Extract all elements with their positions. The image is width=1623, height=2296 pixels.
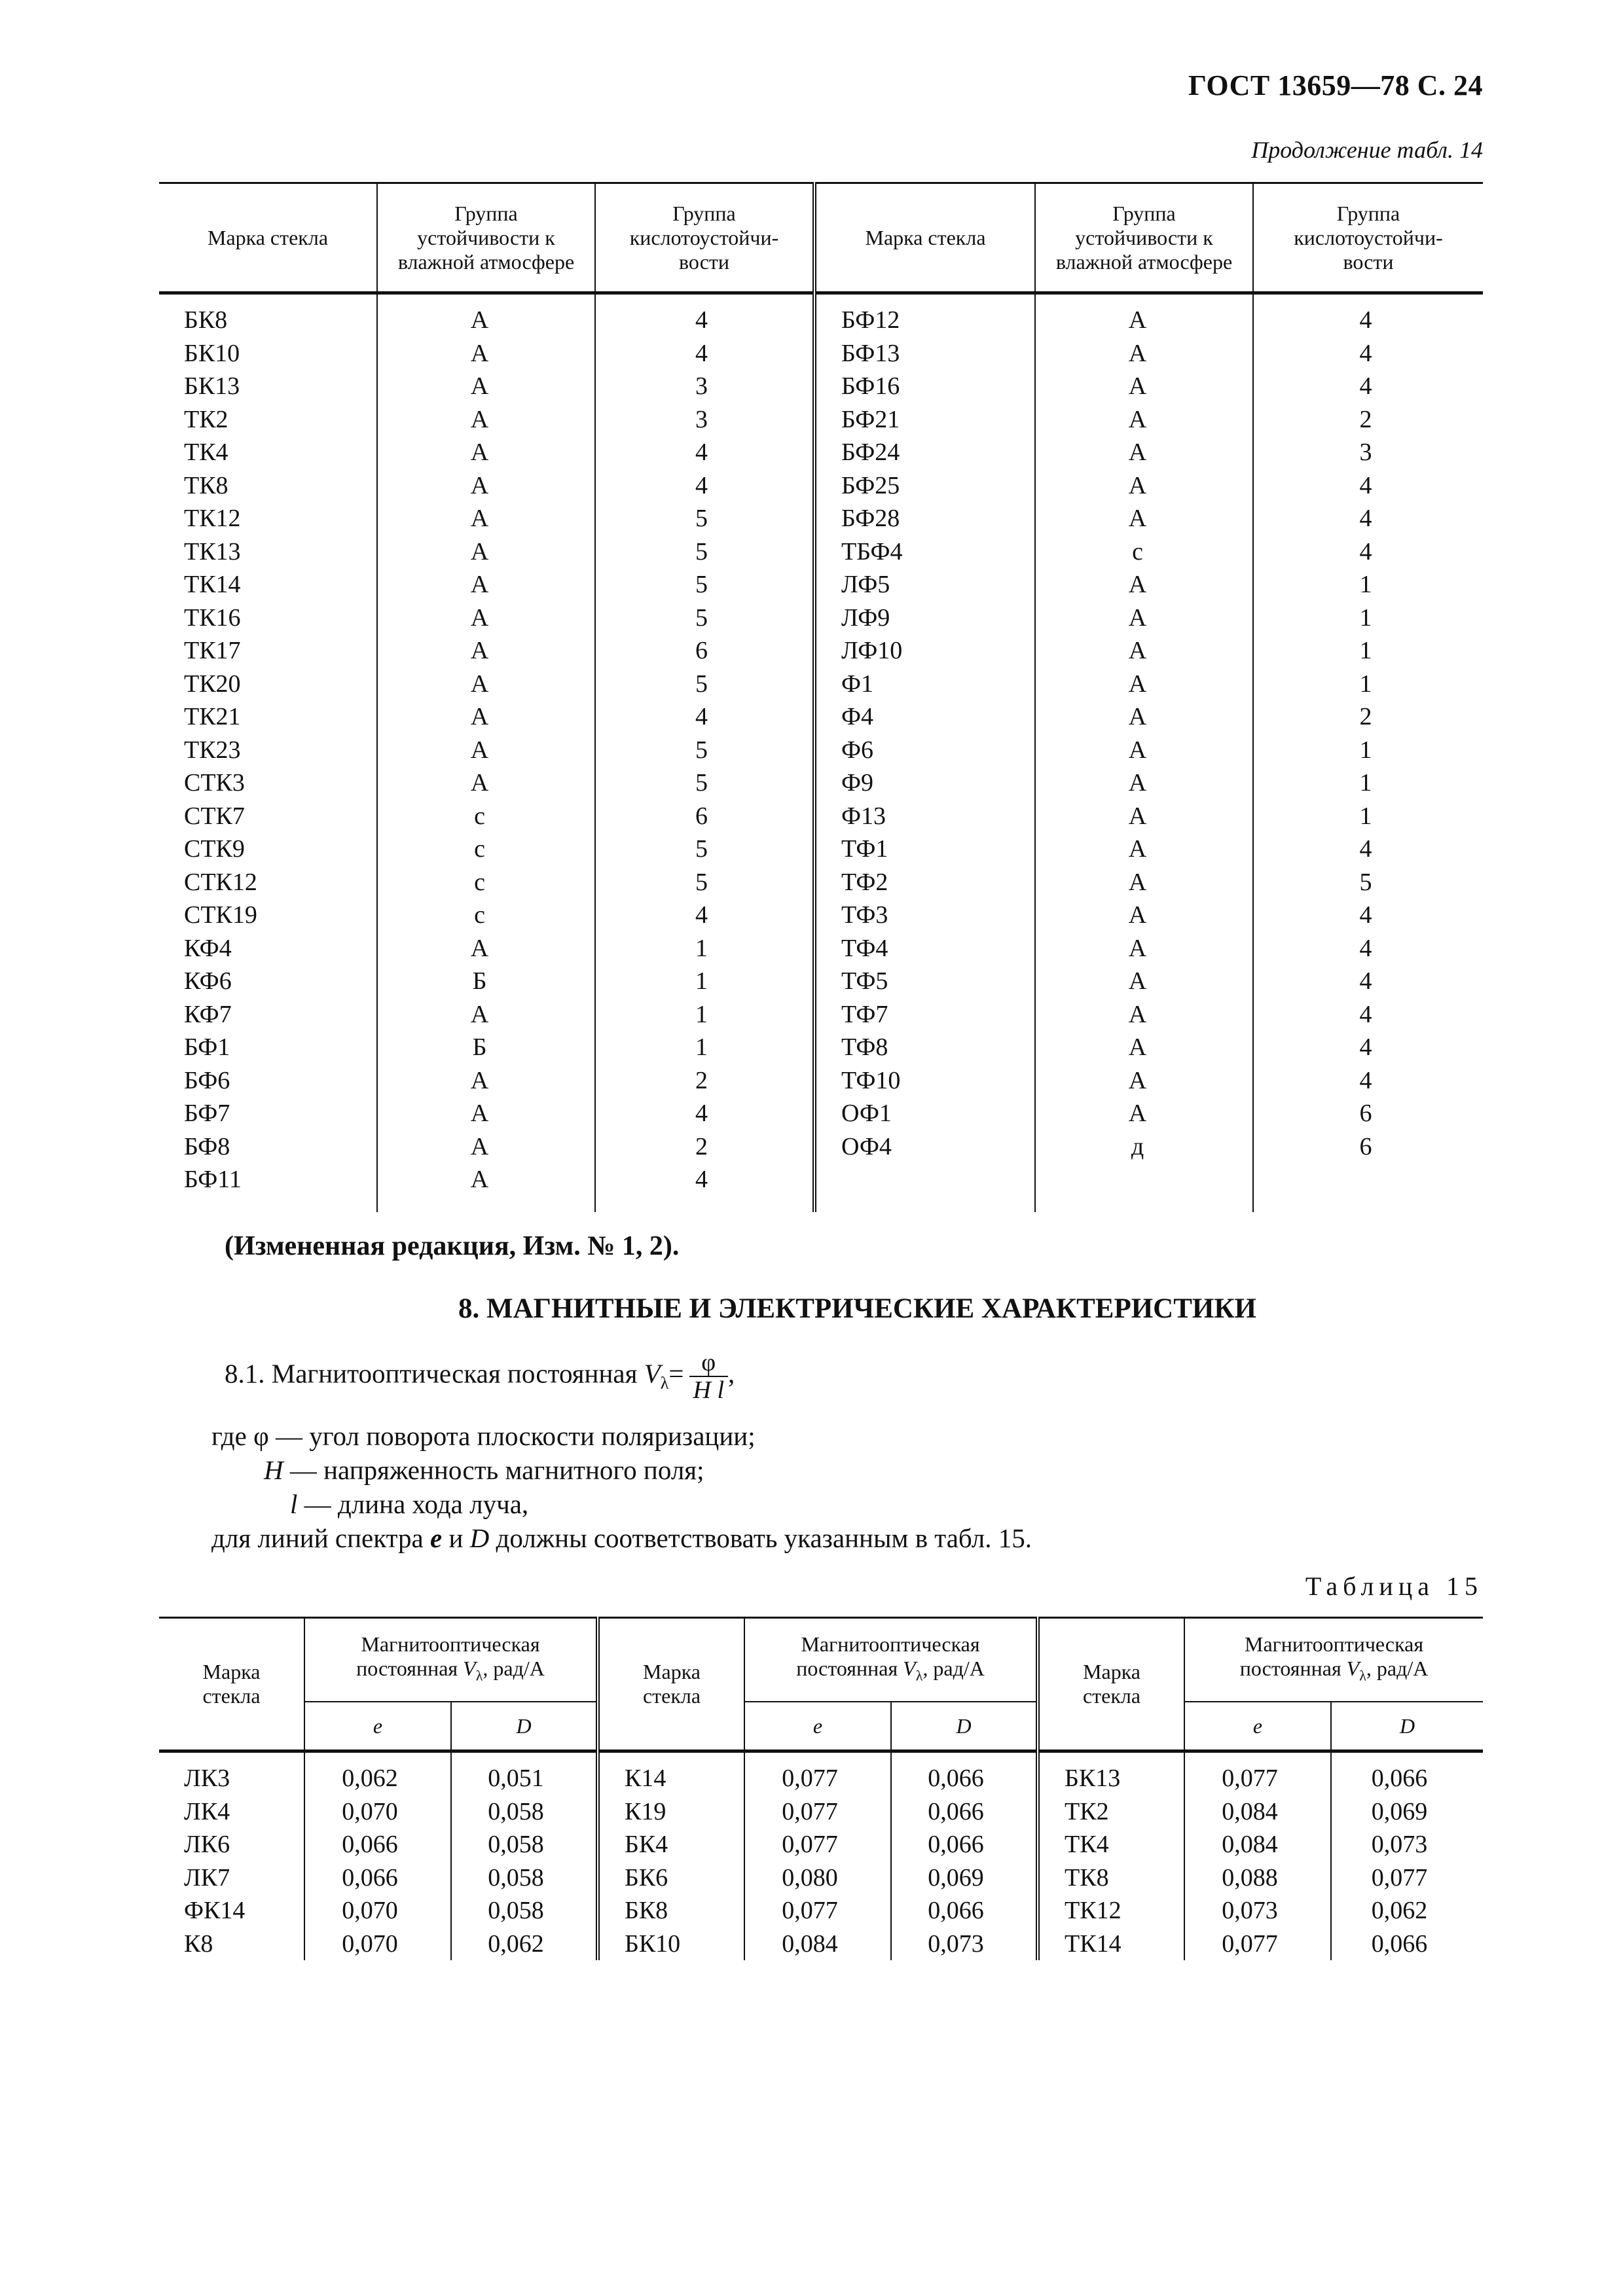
header-constant: Магнитооптическая постоянная $V_\lambda$, рад/А [744,1618,1038,1702]
humidity-group-cell: с [1035,535,1253,569]
acid-group-cell: 6 [1253,1097,1483,1130]
table-row [159,337,1483,370]
glass-mark-cell: БФ1 [184,1033,230,1062]
glass-mark-cell: БК13 [1038,1751,1184,1795]
header-acid: Группа кислотоустойчи- вости [595,183,814,293]
humidity-group-cell: А [377,370,595,403]
acid-group-cell: 1 [1253,568,1483,601]
humidity-group-cell: Б [377,965,595,998]
table-row [159,1828,1483,1861]
humidity-group-cell: д [1035,1130,1253,1164]
acid-group-cell: 4 [1253,932,1483,965]
glass-mark-cell: ЛК3 [184,1765,230,1793]
constant-e-cell: 0,077 [744,1828,891,1861]
table-row [159,932,1483,965]
acid-group-cell: 6 [1253,1130,1483,1164]
constant-d-cell: 0,066 [891,1795,1038,1829]
constant-d-cell: 0,077 [1331,1861,1483,1895]
humidity-group-cell: А [1035,1064,1253,1098]
constant-d-cell: 0,069 [1331,1795,1483,1829]
table-row [159,1795,1483,1829]
acid-group-cell: 4 [1253,833,1483,866]
constant-e-cell: 0,088 [1184,1861,1331,1895]
acid-group-cell: 4 [1253,998,1483,1031]
header-d: D [451,1702,598,1751]
humidity-group-cell: А [1035,766,1253,800]
humidity-group-cell: А [377,1163,595,1212]
humidity-group-cell: А [1035,1031,1253,1064]
glass-mark-cell: ТК20 [184,670,241,698]
table-row [159,370,1483,403]
humidity-group-cell: А [1035,833,1253,866]
glass-mark-cell: СТК7 [184,802,245,830]
acid-group-cell: 6 [595,800,814,833]
humidity-group-cell: А [1035,502,1253,535]
glass-mark-cell: БФ8 [184,1132,230,1160]
glass-mark-cell: ТК12 [1038,1894,1184,1928]
glass-mark-cell: СТК9 [184,835,245,863]
acid-group-cell: 4 [595,436,814,469]
glass-mark-cell: ТФ10 [814,1064,1035,1098]
glass-mark-cell: КФ4 [184,934,232,962]
acid-group-cell: 6 [595,634,814,668]
humidity-group-cell [1035,1163,1253,1212]
table-row [159,436,1483,469]
acid-group-cell: 5 [595,668,814,701]
glass-mark-cell: ТК16 [184,603,241,632]
glass-mark-cell: ТК23 [184,736,241,764]
table-14-body [159,293,1483,1212]
glass-mark-cell: ТФ8 [814,1031,1035,1064]
acid-group-cell: 5 [1253,866,1483,899]
table-15-label: Таблица 15 [1305,1571,1483,1601]
glass-mark-cell: Ф1 [814,668,1035,701]
constant-e-cell: 0,070 [304,1894,451,1928]
humidity-group-cell: А [1035,965,1253,998]
glass-mark-cell: БФ28 [814,502,1035,535]
acid-group-cell: 5 [595,502,814,535]
table-row [159,833,1483,866]
acid-group-cell: 4 [1253,337,1483,370]
acid-group-cell: 5 [595,866,814,899]
glass-mark-cell: ЛФ5 [814,568,1035,601]
formula: $V_\lambda=$ $\frac{\varphi}{\text{H l}}$ , [644,1349,735,1404]
header-acid: Группа кислотоустойчи- вости [1253,183,1483,293]
table-row [159,866,1483,899]
acid-group-cell: 5 [595,535,814,569]
header-d: D [891,1702,1038,1751]
table-row [159,766,1483,800]
constant-d-cell: 0,073 [1331,1828,1483,1861]
acid-group-cell: 4 [595,469,814,503]
table-row [159,668,1483,701]
table-row [159,734,1483,767]
acid-group-cell: 1 [1253,634,1483,668]
acid-group-cell: 5 [595,568,814,601]
table-15-body [159,1751,1483,1961]
header-e: e [744,1702,891,1751]
header-e: e [1184,1702,1331,1751]
table-continuation-label: Продолжение табл. 14 [1251,137,1483,163]
acid-group-cell: 3 [595,370,814,403]
acid-group-cell: 1 [595,1031,814,1064]
humidity-group-cell: А [377,1097,595,1130]
table-row [159,899,1483,932]
acid-group-cell: 4 [1253,293,1483,337]
humidity-group-cell: с [377,866,595,899]
humidity-group-cell: А [377,932,595,965]
acid-group-cell: 1 [595,932,814,965]
humidity-group-cell: А [377,436,595,469]
humidity-group-cell: А [1035,998,1253,1031]
table-row [159,634,1483,668]
where-line-phi: где φ — угол поворота плоскости поляризации; [211,1421,756,1451]
humidity-group-cell: А [1035,293,1253,337]
constant-e-cell: 0,077 [1184,1928,1331,1961]
humidity-group-cell: А [377,734,595,767]
constant-d-cell: 0,058 [451,1828,598,1861]
glass-mark-cell: ТФ3 [814,899,1035,932]
acid-group-cell: 4 [595,337,814,370]
acid-group-cell: 4 [595,899,814,932]
constant-e-cell: 0,066 [304,1861,451,1895]
glass-mark-cell: БФ21 [814,403,1035,437]
table-15 [159,1617,1483,1960]
glass-mark-cell: ТК4 [1038,1828,1184,1861]
humidity-group-cell: А [377,668,595,701]
constant-e-cell: 0,084 [1184,1795,1331,1829]
humidity-group-cell: с [377,899,595,932]
header-mark: Марка стекла [814,183,1035,293]
glass-mark-cell: К14 [598,1751,744,1795]
glass-mark-cell: БК10 [184,339,240,367]
humidity-group-cell: Б [377,1031,595,1064]
glass-mark-cell: ТК21 [184,703,241,731]
acid-group-cell: 4 [1253,1064,1483,1098]
constant-e-cell: 0,077 [744,1795,891,1829]
acid-group-cell: 3 [595,403,814,437]
acid-group-cell [1253,1163,1483,1212]
table-row [159,469,1483,503]
humidity-group-cell: А [1035,734,1253,767]
humidity-group-cell: А [377,337,595,370]
glass-mark-cell: БФ6 [184,1066,230,1094]
humidity-group-cell: А [1035,866,1253,899]
constant-e-cell: 0,080 [744,1861,891,1895]
glass-mark-cell: К8 [184,1929,213,1958]
document-code: ГОСТ 13659—78 С. 24 [1188,69,1483,101]
humidity-group-cell: А [377,1130,595,1164]
glass-mark-cell: ТФ7 [814,998,1035,1031]
glass-mark-cell: ТК14 [1038,1928,1184,1961]
glass-mark-cell: ЛК7 [184,1863,230,1892]
glass-mark-cell: ТК17 [184,637,241,665]
acid-group-cell: 1 [1253,734,1483,767]
glass-mark-cell: БК8 [598,1894,744,1928]
humidity-group-cell: А [1035,337,1253,370]
constant-d-cell: 0,062 [451,1928,598,1961]
glass-mark-cell: К19 [598,1795,744,1829]
acid-group-cell: 1 [595,998,814,1031]
table-row [159,535,1483,569]
acid-group-cell: 5 [595,833,814,866]
header-humidity: Группа устойчивости к влажной атмосфере [1035,183,1253,293]
glass-mark-cell: Ф6 [814,734,1035,767]
glass-mark-cell: БФ13 [814,337,1035,370]
glass-mark-cell: БФ12 [814,293,1035,337]
table-row [159,293,1483,337]
glass-mark-cell: БФ24 [814,436,1035,469]
edit-note: (Измененная редакция, Изм. № 1, 2). [225,1231,680,1261]
humidity-group-cell: А [377,469,595,503]
table-row [159,1861,1483,1895]
humidity-group-cell: А [1035,800,1253,833]
acid-group-cell: 3 [1253,436,1483,469]
acid-group-cell: 2 [595,1130,814,1164]
humidity-group-cell: А [1035,668,1253,701]
where-line-l: l — длина хода луча, [290,1489,529,1519]
table-row [159,1130,1483,1164]
glass-mark-cell: ТФ5 [814,965,1035,998]
acid-group-cell: 4 [595,1097,814,1130]
glass-mark-cell: ТФ2 [814,866,1035,899]
humidity-group-cell: А [1035,436,1253,469]
glass-mark-cell: ТК2 [184,405,228,433]
glass-mark-cell: СТК3 [184,769,245,797]
constant-d-cell: 0,058 [451,1795,598,1829]
constant-d-cell: 0,066 [891,1751,1038,1795]
constant-e-cell: 0,070 [304,1795,451,1829]
header-mark: Марка стекла [159,183,377,293]
acid-group-cell: 4 [1253,899,1483,932]
table-row [159,700,1483,734]
humidity-group-cell: А [377,502,595,535]
constant-e-cell: 0,073 [1184,1894,1331,1928]
table-row [159,1097,1483,1130]
acid-group-cell: 4 [595,1163,814,1212]
glass-mark-cell: БК6 [598,1861,744,1895]
glass-mark-cell [814,1163,1035,1212]
glass-mark-cell: ТФ4 [814,932,1035,965]
humidity-group-cell: А [377,634,595,668]
header-mark: Марка стекла [598,1618,744,1751]
acid-group-cell: 4 [1253,502,1483,535]
constant-d-cell: 0,073 [891,1928,1038,1961]
acid-group-cell: 4 [595,293,814,337]
table-row [159,800,1483,833]
glass-mark-cell: Ф13 [814,800,1035,833]
humidity-group-cell: А [377,998,595,1031]
glass-mark-cell: ОФ4 [814,1130,1035,1164]
glass-mark-cell: БК10 [598,1928,744,1961]
glass-mark-cell: ТК2 [1038,1795,1184,1829]
table-15-subheader [159,1702,1483,1751]
table-row [159,1928,1483,1961]
table-15-header [159,1618,1483,1702]
glass-mark-cell: ТК12 [184,505,241,533]
glass-mark-cell: БФ11 [184,1166,242,1194]
acid-group-cell: 4 [1253,965,1483,998]
constant-e-cell: 0,077 [744,1894,891,1928]
constant-e-cell: 0,062 [304,1751,451,1795]
constant-d-cell: 0,066 [891,1828,1038,1861]
humidity-group-cell: А [1035,932,1253,965]
header-humidity: Группа устойчивости к влажной атмосфере [377,183,595,293]
acid-group-cell: 4 [595,700,814,734]
acid-group-cell: 1 [1253,668,1483,701]
glass-mark-cell: СТК12 [184,868,257,896]
constant-d-cell: 0,058 [451,1861,598,1895]
table-14-header [159,183,1483,293]
humidity-group-cell: А [377,535,595,569]
constant-d-cell: 0,062 [1331,1894,1483,1928]
constant-e-cell: 0,066 [304,1828,451,1861]
constant-e-cell: 0,084 [1184,1828,1331,1861]
table-row [159,1031,1483,1064]
table-row [159,1064,1483,1098]
acid-group-cell: 5 [595,601,814,635]
glass-mark-cell: ТК4 [184,439,228,467]
glass-mark-cell: ТФ1 [814,833,1035,866]
humidity-group-cell: А [1035,568,1253,601]
constant-e-cell: 0,084 [744,1928,891,1961]
constant-e-cell: 0,070 [304,1928,451,1961]
humidity-group-cell: А [1035,370,1253,403]
glass-mark-cell: Ф4 [814,700,1035,734]
glass-mark-cell: ТБФ4 [814,535,1035,569]
humidity-group-cell: А [377,568,595,601]
table-row [159,1751,1483,1795]
header-mark: Марка стекла [1038,1618,1184,1751]
glass-mark-cell: Ф9 [814,766,1035,800]
constant-d-cell: 0,058 [451,1894,598,1928]
constant-e-cell: 0,077 [1184,1751,1331,1795]
table-row [159,998,1483,1031]
table-row [159,601,1483,635]
table-row [159,502,1483,535]
acid-group-cell: 1 [1253,601,1483,635]
section-title: 8. МАГНИТНЫЕ И ЭЛЕКТРИЧЕСКИЕ ХАРАКТЕРИСТИКИ [458,1293,1256,1324]
glass-mark-cell: ОФ1 [814,1097,1035,1130]
glass-mark-cell: СТК19 [184,901,257,929]
acid-group-cell: 4 [1253,535,1483,569]
header-mark: Марка стекла [159,1618,304,1751]
formula-intro: 8.1. Магнитооптическая постоянная [225,1358,638,1389]
acid-group-cell: 5 [595,766,814,800]
humidity-group-cell: А [1035,899,1253,932]
humidity-group-cell: А [1035,634,1253,668]
humidity-group-cell: А [1035,469,1253,503]
humidity-group-cell: А [377,601,595,635]
acid-group-cell: 2 [595,1064,814,1098]
table-14 [159,182,1483,1212]
acid-group-cell: 5 [595,734,814,767]
acid-group-cell: 1 [595,965,814,998]
table-row [159,1894,1483,1928]
glass-mark-cell: ФК14 [184,1897,246,1925]
acid-group-cell: 2 [1253,403,1483,437]
header-constant: Магнитооптическая постоянная $V_\lambda$, рад/А [1184,1618,1483,1702]
glass-mark-cell: ТК8 [1038,1861,1184,1895]
constant-d-cell: 0,069 [891,1861,1038,1895]
humidity-group-cell: А [377,1064,595,1098]
humidity-group-cell: А [1035,403,1253,437]
humidity-group-cell: А [1035,1097,1253,1130]
constant-d-cell: 0,066 [891,1894,1038,1928]
humidity-group-cell: А [1035,601,1253,635]
humidity-group-cell: А [377,700,595,734]
glass-mark-cell: БК8 [184,306,228,334]
constant-d-cell: 0,066 [1331,1751,1483,1795]
glass-mark-cell: ЛК4 [184,1797,230,1825]
acid-group-cell: 1 [1253,800,1483,833]
humidity-group-cell: А [1035,700,1253,734]
glass-mark-cell: ТК14 [184,571,241,599]
humidity-group-cell: А [377,293,595,337]
acid-group-cell: 4 [1253,469,1483,503]
table-row [159,1163,1483,1212]
spectrum-line: для линий спектра e и D должны соответствовать указанным в табл. 15. [211,1523,1032,1553]
table-row [159,568,1483,601]
humidity-group-cell: с [377,800,595,833]
glass-mark-cell: КФ6 [184,967,232,996]
glass-mark-cell: БК4 [598,1828,744,1861]
glass-mark-cell: КФ7 [184,1000,232,1028]
glass-mark-cell: БФ25 [814,469,1035,503]
glass-mark-cell: ТК8 [184,471,228,499]
header-constant: Магнитооптическая постоянная $V_\lambda$, рад/А [304,1618,598,1702]
formula-paragraph [225,1350,735,1403]
humidity-group-cell: А [377,766,595,800]
glass-mark-cell: БК13 [184,372,240,401]
glass-mark-cell: БФ16 [814,370,1035,403]
glass-mark-cell: ЛФ10 [814,634,1035,668]
glass-mark-cell: ЛК6 [184,1831,230,1859]
constant-d-cell: 0,066 [1331,1928,1483,1961]
constant-d-cell: 0,051 [451,1751,598,1795]
glass-mark-cell: ТК13 [184,537,241,565]
humidity-group-cell: А [377,403,595,437]
acid-group-cell: 4 [1253,370,1483,403]
acid-group-cell: 1 [1253,766,1483,800]
glass-mark-cell: БФ7 [184,1100,230,1128]
header-e: e [304,1702,451,1751]
acid-group-cell: 2 [1253,700,1483,734]
header-d: D [1331,1702,1483,1751]
table-row [159,965,1483,998]
acid-group-cell: 4 [1253,1031,1483,1064]
where-line-h: H — напряженность магнитного поля; [264,1455,704,1485]
table-row [159,403,1483,437]
humidity-group-cell: с [377,833,595,866]
constant-e-cell: 0,077 [744,1751,891,1795]
glass-mark-cell: ЛФ9 [814,601,1035,635]
